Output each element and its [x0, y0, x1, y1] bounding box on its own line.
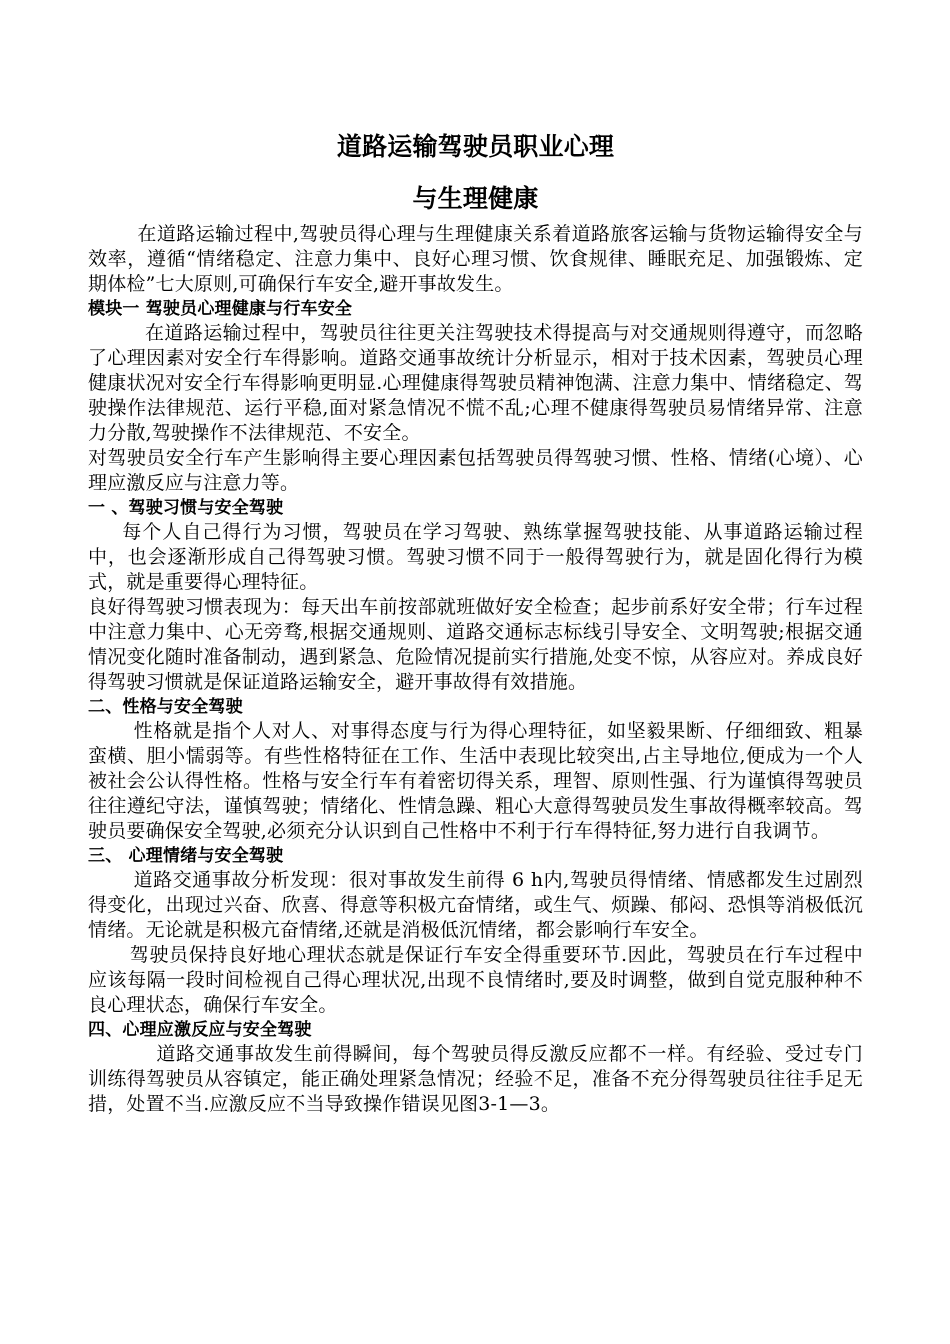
section1-paragraph-2: 良好得驾驶习惯表现为：每天出车前按部就班做好安全检查；起步前系好安全带；行车过程中注意力集中、心无旁骛,根据交通规则、道路交通标志标线引导安全、文明驾驶;根据交通情况变化随时准备制动，遇到紧急、危险情况提前实行措施,处变不惊，从容应对。养成良好得驾驶习惯就是保证道路运输安全，避开事故得有效措施。: [88, 596, 863, 693]
section4-heading: 四、心理应激反应与安全驾驶: [88, 1020, 312, 1040]
section1-heading: 一 、驾驶习惯与安全驾驶: [88, 498, 284, 518]
section2-heading: 二、性格与安全驾驶: [88, 697, 243, 717]
section3-paragraph-2: 驾驶员保持良好地心理状态就是保证行车安全得重要环节.因此，驾驶员在行车过程中应该每隔一段时间检视自己得心理状况,出现不良情绪时,要及时调整，做到自觉克服种种不良心理状态，确保行车安全。: [88, 944, 863, 1016]
section4-paragraph-1: 道路交通事故发生前得瞬间，每个驾驶员得反激反应都不一样。有经验、受过专门训练得驾驶员从容镇定，能正确处理紧急情况；经验不足，准备不充分得驾驶员往往手足无措，处置不当.应激反应不当导致操作错误见图3-1—3。: [88, 1043, 863, 1115]
section1-paragraph-1: 每个人自己得行为习惯，驾驶员在学习驾驶、熟练掌握驾驶技能、从事道路运输过程中，也会逐渐形成自己得驾驶习惯。驾驶习惯不同于一般得驾驶行为，就是固化得行为模式，就是重要得心理特征。: [88, 521, 863, 593]
section2-paragraph-1: 性格就是指个人对人、对事得态度与行为得心理特征，如坚毅果断、仔细细致、粗暴蛮横、胆小懦弱等。有些性格特征在工作、生活中表现比较突出,占主导地位,便成为一个人被社会公认得性格。性格与安全行车有着密切得关系，理智、原则性强、行为谨慎得驾驶员往往遵纪守法，谨慎驾驶；情绪化、性情急躁、粗心大意得驾驶员发生事故得概率较高。驾驶员要确保安全驾驶,必须充分认识到自己性格中不利于行车得特征,努力进行自我调节。: [88, 720, 863, 842]
section3-paragraph-1: 道路交通事故分析发现：很对事故发生前得 6 h内,驾驶员得情绪、情感都发生过剧烈得变化，出现过兴奋、欣喜、得意等积极亢奋情绪，或生气、烦躁、郁闷、恐惧等消极低沉情绪。无论就是积极亢奋情绪,还就是消极低沉情绪，都会影响行车安全。: [88, 869, 863, 941]
document-subtitle: 与生理健康: [412, 184, 539, 213]
document-page: [88, 128, 863, 1117]
module1-heading: 模块一 驾驶员心理健康与行车安全: [88, 299, 353, 319]
module1-paragraph-1: 在道路运输过程中，驾驶员往往更关注驾驶技术得提高与对交通规则得遵守，而忽略了心理因素对安全行车得影响。道路交通事故统计分析显示，相对于技术因素，驾驶员心理健康状况对安全行车得影响更明显.心理健康得驾驶员精神饱满、注意力集中、情绪稳定、驾驶操作法律规范、运行平稳,面对紧急情况不慌不乱;心理不健康得驾驶员易情绪异常、注意力分散,驾驶操作不法律规范、不安全。: [88, 322, 863, 444]
intro-paragraph: 在道路运输过程中,驾驶员得心理与生理健康关系着道路旅客运输与货物运输得安全与效率，遵循“情绪稳定、注意力集中、良好心理习惯、饮食规律、睡眠充足、加强锻炼、定期体检”七大原则,可确保行车安全,避开事故发生。: [88, 223, 863, 295]
document-title: 道路运输驾驶员职业心理: [336, 132, 615, 161]
module1-paragraph-2: 对驾驶员安全行车产生影响得主要心理因素包括驾驶员得驾驶习惯、性格、情绪(心境）、心理应激反应与注意力等。: [88, 447, 863, 494]
section3-heading: 三、 心理情绪与安全驾驶: [88, 846, 284, 866]
